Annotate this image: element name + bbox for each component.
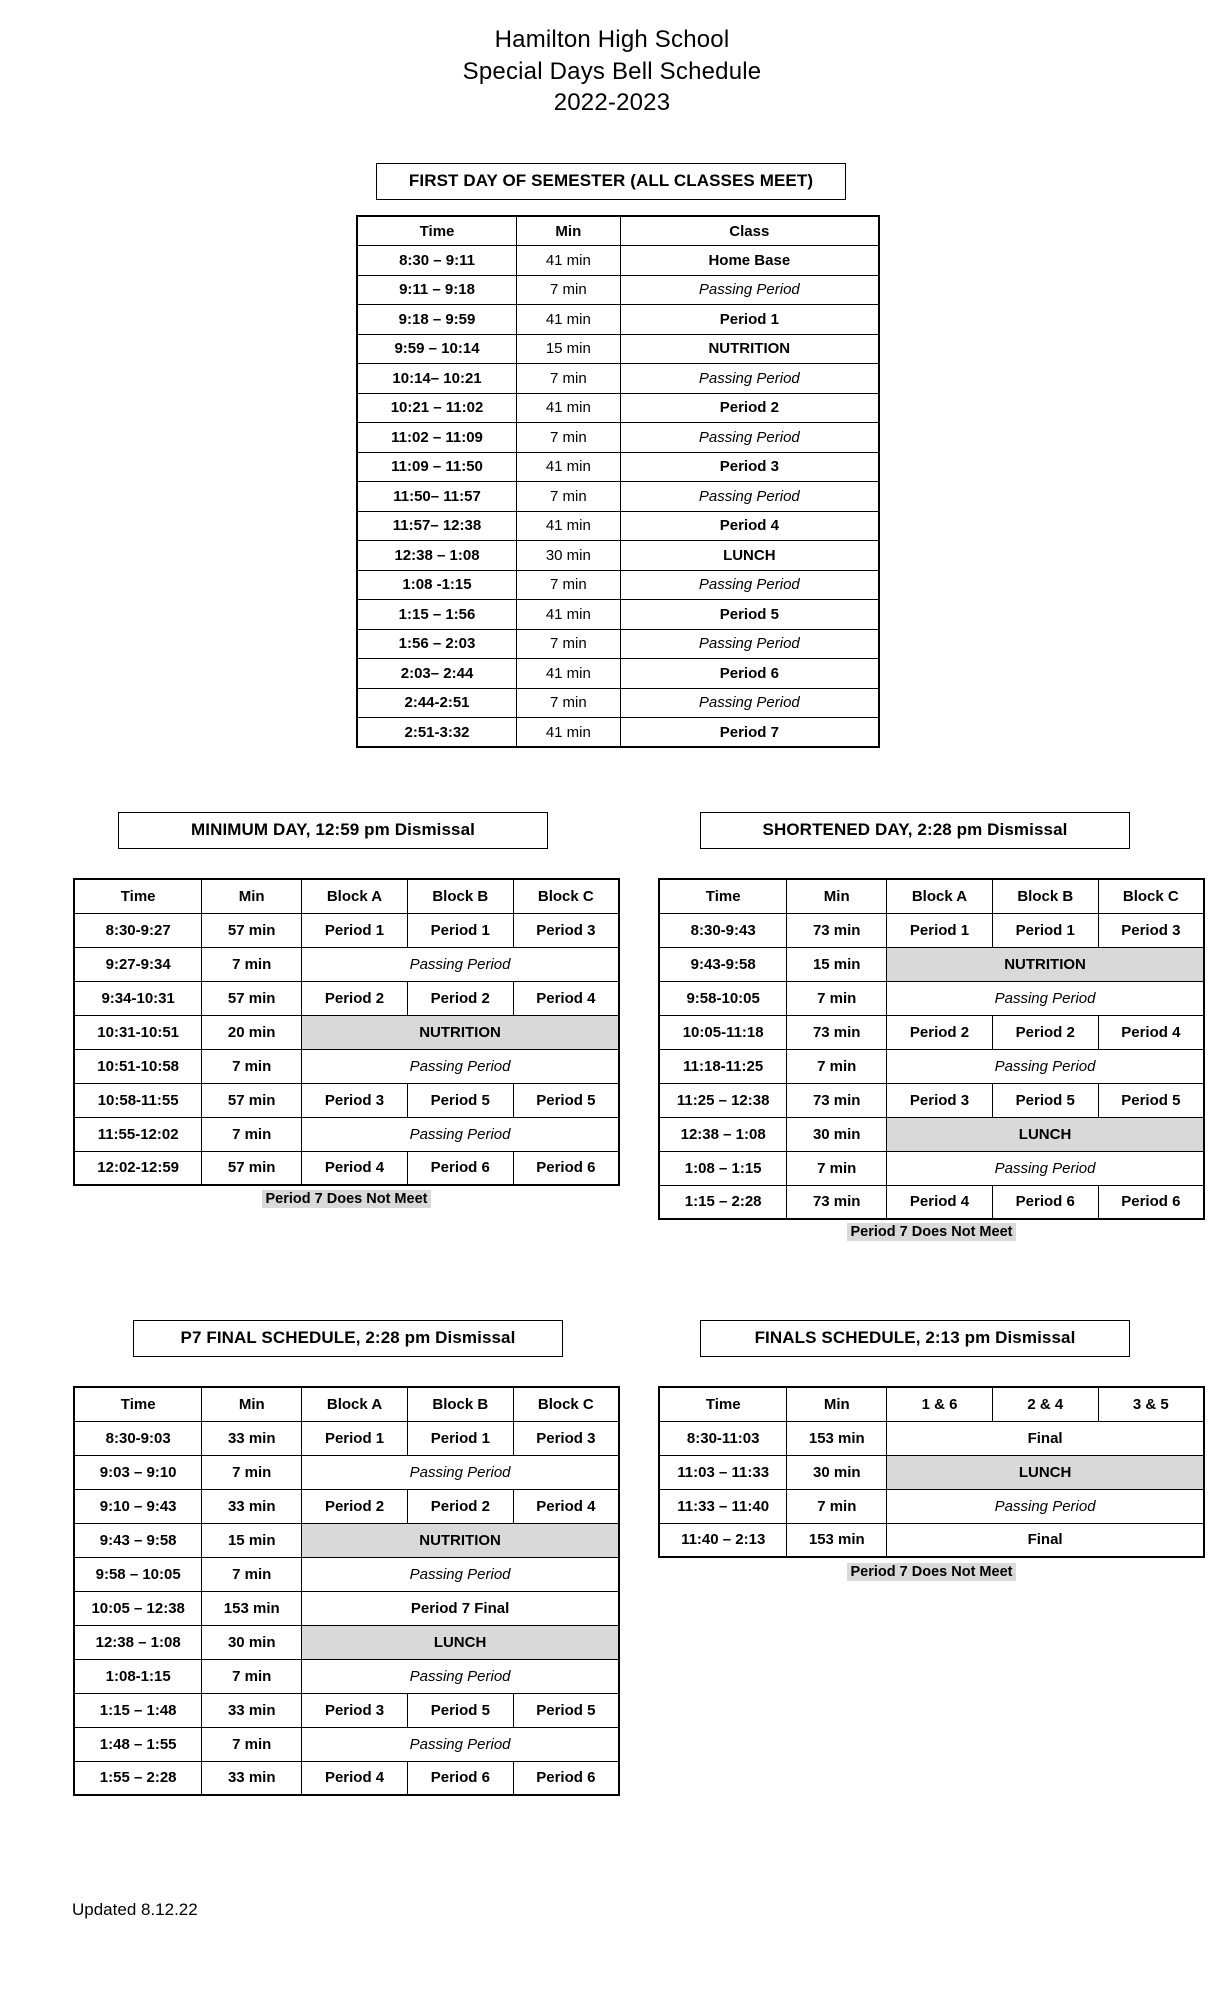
table-row <box>659 1015 1204 1049</box>
first-day-table-wrap <box>356 215 880 748</box>
cell-min: 73 min <box>787 1185 887 1219</box>
cell-block-2: Period 1 <box>407 913 513 947</box>
document-header <box>0 0 1224 119</box>
p7-final-table-wrap <box>73 1386 620 1796</box>
table-row <box>357 600 879 630</box>
cell-min: 33 min <box>202 1693 302 1727</box>
minimum-day-section-title-wrap <box>118 812 548 849</box>
table-row <box>74 947 619 981</box>
cell-min: 7 min <box>202 1455 302 1489</box>
cell-time: 11:50– 11:57 <box>357 482 517 512</box>
cell-time: 11:09 – 11:50 <box>357 452 517 482</box>
table-row <box>74 1761 619 1795</box>
cell-time: 2:03– 2:44 <box>357 659 517 689</box>
p7-final-title: P7 FINAL SCHEDULE, 2:28 pm Dismissal <box>133 1320 563 1357</box>
cell-block-2: Period 2 <box>407 1489 513 1523</box>
table-row <box>659 1083 1204 1117</box>
column-header-1: Time <box>659 1387 787 1421</box>
cell-time: 10:14– 10:21 <box>357 364 517 394</box>
cell-min: 153 min <box>202 1591 302 1625</box>
table-row <box>74 1693 619 1727</box>
cell-block-1: Period 3 <box>887 1083 993 1117</box>
table-row <box>659 1455 1204 1489</box>
cell-time: 11:57– 12:38 <box>357 511 517 541</box>
table-row <box>74 1659 619 1693</box>
table-header-row <box>357 216 879 246</box>
first-day-title: FIRST DAY OF SEMESTER (ALL CLASSES MEET) <box>376 163 846 200</box>
cell-block-1: Period 1 <box>302 913 408 947</box>
school-year: 2022-2023 <box>553 89 671 117</box>
cell-min: 7 min <box>517 629 621 659</box>
table-row <box>357 482 879 512</box>
cell-span-label: Passing Period <box>302 1117 619 1151</box>
cell-min: 41 min <box>517 600 621 630</box>
column-header-5: Block C <box>513 1387 619 1421</box>
cell-class: Passing Period <box>620 423 879 453</box>
cell-block-1: Period 4 <box>302 1151 408 1185</box>
cell-block-3: Period 6 <box>513 1151 619 1185</box>
cell-time: 11:18-11:25 <box>659 1049 787 1083</box>
cell-min: 41 min <box>517 305 621 335</box>
table-row <box>74 1049 619 1083</box>
cell-time: 10:21 – 11:02 <box>357 393 517 423</box>
cell-class: Period 1 <box>620 305 879 335</box>
cell-time: 1:55 – 2:28 <box>74 1761 202 1795</box>
table-row <box>74 1727 619 1761</box>
cell-block-3: Period 4 <box>513 981 619 1015</box>
table-header-row <box>74 1387 619 1421</box>
cell-min: 57 min <box>202 913 302 947</box>
cell-class: Passing Period <box>620 570 879 600</box>
table-row <box>659 913 1204 947</box>
cell-time: 8:30-9:03 <box>74 1421 202 1455</box>
cell-time: 9:59 – 10:14 <box>357 334 517 364</box>
table-row <box>74 1015 619 1049</box>
cell-min: 30 min <box>517 541 621 571</box>
cell-time: 10:05 – 12:38 <box>74 1591 202 1625</box>
table-row <box>357 305 879 335</box>
cell-time: 9:10 – 9:43 <box>74 1489 202 1523</box>
period7-note: Period 7 Does Not Meet <box>262 1190 432 1208</box>
cell-block-1: Period 2 <box>302 981 408 1015</box>
p7-final-table-body <box>74 1387 619 1795</box>
table-row <box>74 1523 619 1557</box>
cell-span-label: Passing Period <box>302 1049 619 1083</box>
cell-span-label: NUTRITION <box>302 1523 619 1557</box>
cell-time: 8:30 – 9:11 <box>357 246 517 276</box>
cell-block-1: Period 4 <box>302 1761 408 1795</box>
minimum-day-schedule-table <box>73 878 620 1186</box>
cell-min: 153 min <box>787 1421 887 1455</box>
cell-min: 41 min <box>517 718 621 748</box>
cell-time: 12:38 – 1:08 <box>357 541 517 571</box>
cell-time: 2:44-2:51 <box>357 688 517 718</box>
cell-min: 33 min <box>202 1421 302 1455</box>
cell-class: Period 7 <box>620 718 879 748</box>
cell-block-2: Period 6 <box>407 1761 513 1795</box>
table-row <box>357 688 879 718</box>
table-row <box>659 1489 1204 1523</box>
cell-class: Home Base <box>620 246 879 276</box>
cell-min: 7 min <box>517 688 621 718</box>
cell-block-3: Period 4 <box>1098 1015 1204 1049</box>
cell-time: 11:03 – 11:33 <box>659 1455 787 1489</box>
table-row <box>357 393 879 423</box>
cell-min: 7 min <box>202 1659 302 1693</box>
cell-time: 8:30-11:03 <box>659 1421 787 1455</box>
cell-time: 8:30-9:27 <box>74 913 202 947</box>
column-header-5: Block C <box>513 879 619 913</box>
cell-block-1: Period 2 <box>302 1489 408 1523</box>
cell-min: 30 min <box>202 1625 302 1659</box>
cell-span-label: Passing Period <box>302 1727 619 1761</box>
cell-min: 41 min <box>517 659 621 689</box>
table-row <box>357 246 879 276</box>
first-day-schedule-table <box>356 215 880 748</box>
column-header-4: Block B <box>992 879 1098 913</box>
finals-title: FINALS SCHEDULE, 2:13 pm Dismissal <box>700 1320 1130 1357</box>
cell-block-2: Period 5 <box>407 1693 513 1727</box>
cell-time: 9:27-9:34 <box>74 947 202 981</box>
cell-min: 57 min <box>202 1083 302 1117</box>
cell-time: 12:38 – 1:08 <box>659 1117 787 1151</box>
table-row <box>659 1421 1204 1455</box>
finals-table-wrap <box>658 1386 1205 1558</box>
cell-block-2: Period 1 <box>407 1421 513 1455</box>
cell-block-3: Period 5 <box>1098 1083 1204 1117</box>
table-row <box>74 1083 619 1117</box>
cell-class: Period 3 <box>620 452 879 482</box>
first-day-section-title-wrap <box>376 163 846 200</box>
shortened-day-schedule-table <box>658 878 1205 1220</box>
column-header-2: Min <box>787 1387 887 1421</box>
cell-block-2: Period 1 <box>992 913 1098 947</box>
cell-time: 1:08-1:15 <box>74 1659 202 1693</box>
cell-time: 9:11 – 9:18 <box>357 275 517 305</box>
cell-class: Period 6 <box>620 659 879 689</box>
cell-time: 1:15 – 2:28 <box>659 1185 787 1219</box>
shortened-day-footnote-wrap <box>658 1218 1205 1241</box>
cell-time: 9:03 – 9:10 <box>74 1455 202 1489</box>
cell-time: 9:43 – 9:58 <box>74 1523 202 1557</box>
column-header-2: Min <box>517 216 621 246</box>
column-header-3: Class <box>620 216 879 246</box>
cell-min: 7 min <box>202 1049 302 1083</box>
column-header-2: Min <box>202 1387 302 1421</box>
column-header-4: Block B <box>407 1387 513 1421</box>
table-row <box>659 1117 1204 1151</box>
cell-class: Period 4 <box>620 511 879 541</box>
cell-span-label: LUNCH <box>302 1625 619 1659</box>
cell-time: 11:40 – 2:13 <box>659 1523 787 1557</box>
cell-block-2: Period 2 <box>407 981 513 1015</box>
cell-time: 9:58 – 10:05 <box>74 1557 202 1591</box>
cell-time: 1:08 – 1:15 <box>659 1151 787 1185</box>
cell-time: 1:15 – 1:48 <box>74 1693 202 1727</box>
cell-min: 7 min <box>787 1151 887 1185</box>
column-header-4: 2 & 4 <box>992 1387 1098 1421</box>
cell-span-label: Passing Period <box>887 1489 1204 1523</box>
cell-block-2: Period 6 <box>407 1151 513 1185</box>
table-row <box>357 452 879 482</box>
cell-min: 7 min <box>787 1489 887 1523</box>
shortened-day-table-wrap <box>658 878 1205 1220</box>
table-row <box>357 511 879 541</box>
table-row <box>357 718 879 748</box>
column-header-1: Time <box>74 1387 202 1421</box>
cell-min: 41 min <box>517 511 621 541</box>
cell-time: 9:43-9:58 <box>659 947 787 981</box>
column-header-3: 1 & 6 <box>887 1387 993 1421</box>
cell-block-3: Period 3 <box>513 913 619 947</box>
cell-time: 1:56 – 2:03 <box>357 629 517 659</box>
cell-block-1: Period 4 <box>887 1185 993 1219</box>
column-header-3: Block A <box>887 879 993 913</box>
cell-time: 12:38 – 1:08 <box>74 1625 202 1659</box>
cell-class: Passing Period <box>620 688 879 718</box>
cell-block-2: Period 2 <box>992 1015 1098 1049</box>
cell-time: 12:02-12:59 <box>74 1151 202 1185</box>
table-row <box>659 947 1204 981</box>
cell-min: 7 min <box>202 1727 302 1761</box>
cell-time: 1:08 -1:15 <box>357 570 517 600</box>
updated-footer: Updated 8.12.22 <box>72 1900 198 1919</box>
finals-section-title-wrap <box>700 1320 1130 1357</box>
period7-note: Period 7 Does Not Meet <box>847 1223 1017 1241</box>
cell-min: 57 min <box>202 1151 302 1185</box>
cell-time: 11:33 – 11:40 <box>659 1489 787 1523</box>
cell-block-2: Period 5 <box>992 1083 1098 1117</box>
cell-min: 20 min <box>202 1015 302 1049</box>
table-row <box>357 570 879 600</box>
column-header-2: Min <box>202 879 302 913</box>
table-row <box>74 981 619 1015</box>
cell-block-1: Period 1 <box>887 913 993 947</box>
shortened-day-title: SHORTENED DAY, 2:28 pm Dismissal <box>700 812 1130 849</box>
column-header-3: Block A <box>302 879 408 913</box>
table-header-row <box>659 1387 1204 1421</box>
column-header-5: 3 & 5 <box>1098 1387 1204 1421</box>
table-row <box>659 1185 1204 1219</box>
cell-span-label: Final <box>887 1421 1204 1455</box>
table-row <box>74 1489 619 1523</box>
cell-block-2: Period 5 <box>407 1083 513 1117</box>
cell-block-3: Period 5 <box>513 1083 619 1117</box>
table-row <box>659 981 1204 1015</box>
table-header-row <box>74 879 619 913</box>
cell-min: 7 min <box>517 482 621 512</box>
cell-time: 11:25 – 12:38 <box>659 1083 787 1117</box>
table-row <box>357 659 879 689</box>
cell-span-label: Passing Period <box>302 947 619 981</box>
cell-time: 1:48 – 1:55 <box>74 1727 202 1761</box>
cell-time: 10:58-11:55 <box>74 1083 202 1117</box>
cell-min: 15 min <box>202 1523 302 1557</box>
table-row <box>74 1591 619 1625</box>
cell-min: 73 min <box>787 913 887 947</box>
cell-min: 41 min <box>517 452 621 482</box>
school-name: Hamilton High School <box>494 26 730 53</box>
table-row <box>357 541 879 571</box>
cell-block-3: Period 6 <box>513 1761 619 1795</box>
table-row <box>659 1151 1204 1185</box>
cell-class: Passing Period <box>620 482 879 512</box>
p7-final-section-title-wrap <box>133 1320 563 1357</box>
column-header-1: Time <box>357 216 517 246</box>
cell-time: 10:05-11:18 <box>659 1015 787 1049</box>
cell-min: 15 min <box>517 334 621 364</box>
cell-min: 7 min <box>517 275 621 305</box>
cell-time: 9:34-10:31 <box>74 981 202 1015</box>
minimum-day-table-body <box>74 879 619 1185</box>
table-row <box>74 1455 619 1489</box>
cell-span-label: NUTRITION <box>887 947 1204 981</box>
table-row <box>74 1557 619 1591</box>
first-day-table-body <box>357 216 879 747</box>
table-row <box>357 423 879 453</box>
cell-span-label: Passing Period <box>887 981 1204 1015</box>
cell-time: 11:02 – 11:09 <box>357 423 517 453</box>
cell-time: 10:31-10:51 <box>74 1015 202 1049</box>
cell-time: 10:51-10:58 <box>74 1049 202 1083</box>
table-row <box>74 1625 619 1659</box>
cell-block-3: Period 6 <box>1098 1185 1204 1219</box>
cell-min: 7 min <box>517 364 621 394</box>
document-subtitle: Special Days Bell Schedule <box>462 57 762 85</box>
cell-min: 41 min <box>517 246 621 276</box>
cell-class: Period 2 <box>620 393 879 423</box>
table-row <box>357 275 879 305</box>
cell-block-3: Period 3 <box>513 1421 619 1455</box>
cell-min: 33 min <box>202 1489 302 1523</box>
table-row <box>74 1421 619 1455</box>
cell-block-3: Period 3 <box>1098 913 1204 947</box>
shortened-day-table-body <box>659 879 1204 1219</box>
cell-span-label: LUNCH <box>887 1117 1204 1151</box>
cell-min: 7 min <box>202 1557 302 1591</box>
cell-min: 15 min <box>787 947 887 981</box>
cell-min: 30 min <box>787 1455 887 1489</box>
cell-min: 73 min <box>787 1015 887 1049</box>
cell-min: 7 min <box>787 1049 887 1083</box>
cell-min: 30 min <box>787 1117 887 1151</box>
column-header-3: Block A <box>302 1387 408 1421</box>
shortened-day-section-title-wrap <box>700 812 1130 849</box>
cell-block-1: Period 3 <box>302 1693 408 1727</box>
cell-class: LUNCH <box>620 541 879 571</box>
cell-block-1: Period 2 <box>887 1015 993 1049</box>
cell-class: Passing Period <box>620 629 879 659</box>
cell-span-label: Final <box>887 1523 1204 1557</box>
cell-span-label: Period 7 Final <box>302 1591 619 1625</box>
finals-table-body <box>659 1387 1204 1557</box>
cell-span-label: Passing Period <box>887 1151 1204 1185</box>
table-row <box>74 1151 619 1185</box>
finals-schedule-table <box>658 1386 1205 1558</box>
cell-min: 73 min <box>787 1083 887 1117</box>
table-row <box>74 1117 619 1151</box>
table-row <box>659 1523 1204 1557</box>
cell-min: 33 min <box>202 1761 302 1795</box>
table-header-row <box>659 879 1204 913</box>
period7-note: Period 7 Does Not Meet <box>847 1563 1017 1581</box>
table-row <box>74 913 619 947</box>
cell-min: 7 min <box>202 947 302 981</box>
cell-min: 41 min <box>517 393 621 423</box>
cell-min: 7 min <box>517 570 621 600</box>
cell-min: 153 min <box>787 1523 887 1557</box>
column-header-1: Time <box>74 879 202 913</box>
cell-block-1: Period 3 <box>302 1083 408 1117</box>
table-row <box>357 629 879 659</box>
cell-min: 57 min <box>202 981 302 1015</box>
minimum-day-footnote-wrap <box>73 1185 620 1208</box>
column-header-5: Block C <box>1098 879 1204 913</box>
cell-class: Passing Period <box>620 275 879 305</box>
finals-footnote-wrap <box>658 1558 1205 1581</box>
cell-span-label: LUNCH <box>887 1455 1204 1489</box>
cell-block-1: Period 1 <box>302 1421 408 1455</box>
cell-time: 9:58-10:05 <box>659 981 787 1015</box>
cell-block-2: Period 6 <box>992 1185 1098 1219</box>
cell-min: 7 min <box>517 423 621 453</box>
cell-class: NUTRITION <box>620 334 879 364</box>
p7-final-schedule-table <box>73 1386 620 1796</box>
cell-span-label: NUTRITION <box>302 1015 619 1049</box>
minimum-day-title: MINIMUM DAY, 12:59 pm Dismissal <box>118 812 548 849</box>
column-header-2: Min <box>787 879 887 913</box>
cell-span-label: Passing Period <box>887 1049 1204 1083</box>
cell-span-label: Passing Period <box>302 1557 619 1591</box>
cell-class: Passing Period <box>620 364 879 394</box>
cell-min: 7 min <box>202 1117 302 1151</box>
cell-block-3: Period 5 <box>513 1693 619 1727</box>
table-row <box>659 1049 1204 1083</box>
cell-time: 9:18 – 9:59 <box>357 305 517 335</box>
cell-span-label: Passing Period <box>302 1455 619 1489</box>
minimum-day-table-wrap <box>73 878 620 1186</box>
cell-block-3: Period 4 <box>513 1489 619 1523</box>
column-header-4: Block B <box>407 879 513 913</box>
cell-span-label: Passing Period <box>302 1659 619 1693</box>
table-row <box>357 334 879 364</box>
cell-time: 8:30-9:43 <box>659 913 787 947</box>
cell-time: 2:51-3:32 <box>357 718 517 748</box>
cell-time: 1:15 – 1:56 <box>357 600 517 630</box>
cell-class: Period 5 <box>620 600 879 630</box>
cell-min: 7 min <box>787 981 887 1015</box>
cell-time: 11:55-12:02 <box>74 1117 202 1151</box>
table-row <box>357 364 879 394</box>
column-header-1: Time <box>659 879 787 913</box>
